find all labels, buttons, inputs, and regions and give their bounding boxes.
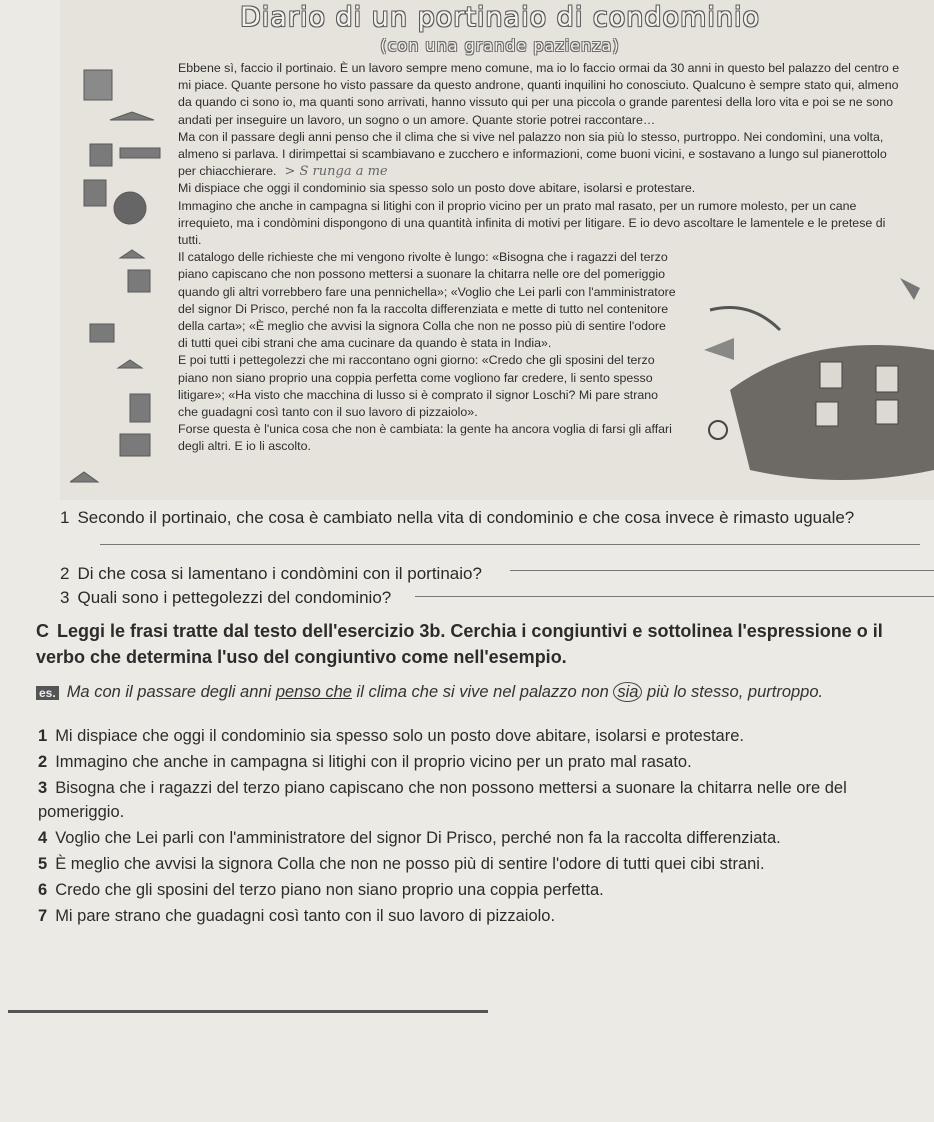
reading-paragraph: Immagino che anche in campagna si litighi con il proprio vicino per un prato mal rasato, per un rumore molesto, per un cane irrequieto, ma i condòmini dispongono di una quantità infinita di motivi per litigare. E io devo ascoltare le lamentele e le pretese di tutti. bbox=[178, 198, 886, 248]
page-subtitle: (con una grande pazienza) bbox=[380, 36, 620, 55]
guitar-neck-icon bbox=[900, 278, 920, 300]
question-2: 2 Di che cosa si lamentano i condòmini con il portinaio? bbox=[60, 564, 482, 583]
roof-edge bbox=[710, 308, 780, 331]
sentence-item: 7 Mi pare strano che guadagni così tanto con il suo lavoro di pizzaiolo. bbox=[38, 907, 556, 925]
window-icon bbox=[128, 270, 150, 292]
example-sentence: es. Ma con il passare degli anni penso che il clima che si vive nel palazzo non sia più lo stesso, purtroppo. bbox=[36, 683, 823, 702]
window-icon bbox=[84, 180, 106, 206]
roof-icon bbox=[70, 472, 98, 482]
reading-paragraph: Mi dispiace che oggi il condominio sia spesso solo un posto dove abitare, isolarsi e protestare. bbox=[178, 181, 696, 196]
building-illustration bbox=[690, 270, 934, 500]
window-icon bbox=[90, 144, 112, 166]
question-1: 1 Secondo il portinaio, che cosa è cambiato nella vita di condominio e che cosa invece è rimasto uguale? bbox=[60, 508, 855, 527]
window-icon bbox=[816, 402, 838, 426]
reading-paragraph: Ebbene sì, faccio il portinaio. È un lavoro sempre meno comune, ma io lo faccio ormai da 30 anni in questo bel palazzo del centro e mi piace. Quante persone ho visto passare da questo androne, quanti inquilini ho conosciuto. Qualcuno è sempre stato qui, almeno da quando ci sono io, ma quanti sono arrivati, hanno vissuto qui per una piccola o grande parentesi della loro vita e poi se ne sono andati per inseguire un lavoro, un sogno o un amore. Quante storie potrei raccontare… bbox=[178, 61, 900, 127]
roof-icon bbox=[120, 250, 144, 258]
window-icon bbox=[84, 70, 112, 100]
sentence-item: 6 Credo che gli sposini del terzo piano non siano proprio una coppia perfetta. bbox=[38, 881, 604, 899]
sentence-item: 3 Bisogna che i ragazzi del terzo piano capiscano che non possono mettersi a suonare la chitarra nelle ore del pomeriggio. bbox=[38, 779, 847, 821]
bottom-divider bbox=[8, 1010, 488, 1013]
reading-paragraph: Il catalogo delle richieste che mi vengono rivolte è lungo: «Bisogna che i ragazzi del terzo piano capiscano che non possono mettersi a suonare la chitarra nelle ore del pomeriggio quando gli altri vorrebbero fare una pennichella»; «Voglio che Lei parli con l'amministratore del signor Di Prisco, perché non fa la raccolta differenziata e mette di tutto nel contenitore della carta»; «È meglio che avvisi la signora Colla che non ne posso più di sentire l'odore di tutti quei cibi strani che ama cucinare da quando è stata in India». bbox=[178, 250, 676, 351]
awning-icon bbox=[120, 148, 160, 158]
loudspeaker-icon bbox=[704, 338, 734, 360]
window-icon bbox=[120, 434, 150, 456]
exercise-c-instruction: C Leggi le frasi tratte dal testo dell'esercizio 3b. Cerchia i congiuntivi e sottolinea l'espressione o il verbo che determina l'uso del congiuntivo come nell'esempio. bbox=[36, 621, 883, 667]
sentence-item: 4 Voglio che Lei parli con l'amministratore del signor Di Prisco, perché non fa la raccolta differenziata. bbox=[38, 829, 781, 847]
underlined-expression: penso che bbox=[275, 683, 352, 701]
sentence-item: 5 È meglio che avvisi la signora Colla che non ne posso più di sentire l'odore di tutti quei cibi strani. bbox=[38, 855, 765, 873]
page-title: Diario di un portinaio di condominio bbox=[240, 2, 760, 33]
sentence-item: 2 Immagino che anche in campagna si litighi con il proprio vicino per un prato mal rasato. bbox=[38, 753, 692, 771]
answer-line bbox=[415, 596, 934, 597]
handwritten-note: > S runga a me bbox=[284, 164, 388, 180]
exercise-letter: C bbox=[36, 621, 49, 641]
window-icon bbox=[876, 400, 898, 424]
roof-icon bbox=[110, 112, 154, 120]
window-icon bbox=[130, 394, 150, 422]
sentence-item: 1 Mi dispiace che oggi il condominio sia spesso solo un posto dove abitare, isolarsi e protestare. bbox=[38, 727, 744, 745]
window-icon bbox=[876, 366, 898, 392]
reading-paragraph: E poi tutti i pettegolezzi che mi raccontano ogni giorno: «Credo che gli sposini del terzo piano non siano proprio una coppia perfetta come vogliono far credere, li sento spesso litigare»; «Ha visto che macchina di lusso si è comprato il signor Loschi? Mi pare strano che guadagni così tanto con il suo lavoro di pizzaiolo». bbox=[178, 353, 659, 420]
circled-subjunctive: sia bbox=[613, 682, 642, 702]
window-icon bbox=[820, 362, 842, 388]
reading-paragraph: Forse questa è l'unica cosa che non è cambiata: la gente ha ancora voglia di farsi gli affari degli altri. E io li ascolto. bbox=[178, 422, 672, 454]
answer-line bbox=[100, 544, 920, 545]
building-icons-strip bbox=[70, 62, 170, 500]
roof-icon bbox=[118, 360, 142, 368]
plant-icon bbox=[114, 192, 146, 224]
answer-line bbox=[510, 570, 934, 571]
example-badge: es. bbox=[36, 686, 59, 700]
spiral-icon bbox=[709, 421, 727, 439]
question-3: 3 Quali sono i pettegolezzi del condominio? bbox=[60, 588, 392, 607]
window-icon bbox=[90, 324, 114, 342]
reading-paragraph: Ma con il passare degli anni penso che il clima che si vive nel palazzo non sia più lo stesso, purtroppo. Nei condomìni, una volta, almeno si parlava. I dirimpettai si scambiavano e zucchero e informazioni, come buoni vicini, e sostavano a lungo sul pianerottolo per chiacchierare. > S runga a me bbox=[178, 129, 887, 180]
